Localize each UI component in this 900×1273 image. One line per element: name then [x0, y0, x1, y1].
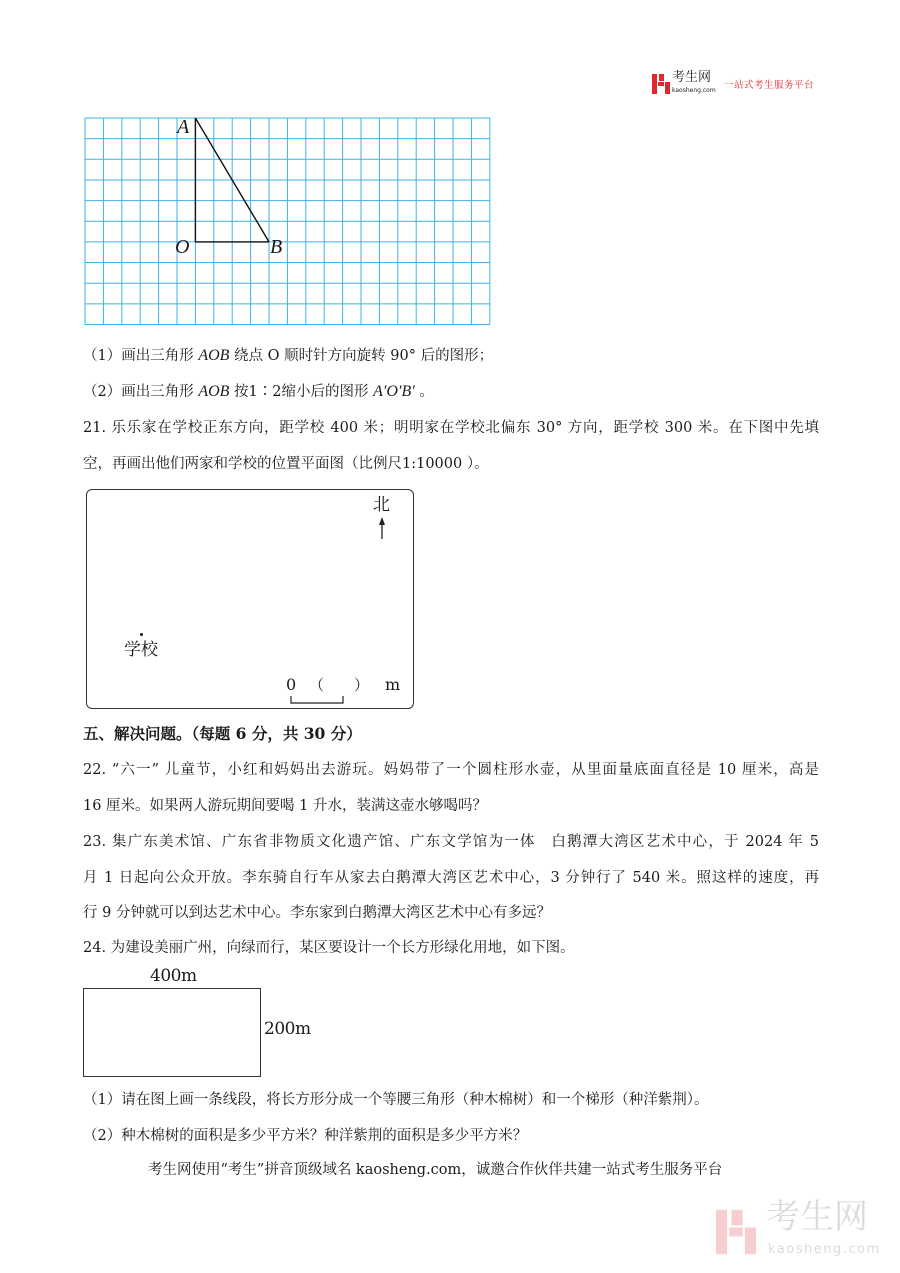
q24-sub2: （2）种木棉树的面积是多少平方米？种洋紫荆的面积是多少平方米？ [83, 1128, 528, 1144]
rect-width-label: 400m [150, 966, 197, 986]
school-label: 学校 [124, 640, 158, 660]
math-text: AOB [198, 347, 230, 364]
q20-sub1 [83, 346, 493, 366]
watermark-cn: 考生网 [766, 1197, 868, 1237]
q23-line2: 月 1 日起向公众开放。李东骑自行车从家去白鹅潭大湾区艺术中心，3 分钟行了 540 米。照这样的速度，再 [83, 870, 819, 886]
logo-domain: kaosheng.com [672, 87, 716, 94]
watermark-logo [716, 1197, 891, 1264]
section5-title: 五、解决问题。（每题 6 分，共 30 分） [83, 724, 362, 743]
q22-line1: 22. “六一” 儿童节，小红和妈妈出去游玩。妈妈带了一个圆柱形水壶，从里面量底面直径是 10 厘米，高是 [83, 762, 819, 778]
scale-zero: 0 [286, 675, 297, 694]
map-box [86, 489, 414, 709]
text: （1）画出三角形 [83, 348, 199, 364]
q22-line2: 16 厘米。如果两人游玩期间要喝 1 升水，装满这壶水够喝吗？ [83, 798, 488, 814]
rect-height-label: 200m [264, 1019, 311, 1039]
text: 绕点 O 顺时针方向旋转 90° 后的图形； [229, 348, 494, 364]
footer-text: 考生网使用“考生”拼音顶级域名 kaosheng.com，诚邀合作伙伴共建一站式考生服务平台 [148, 1162, 723, 1178]
school-point [140, 633, 143, 636]
q21-line2: 空，再画出他们两家和学校的位置平面图（比例尺1:10000 ）。 [83, 456, 489, 472]
grid-figure [0, 0, 900, 340]
north-arrow-icon [375, 517, 389, 541]
q23-line3: 行 9 分钟就可以到达艺术中心。李东家到白鹅潭大湾区艺术中心有多远？ [83, 905, 551, 921]
scale-unit: m [385, 675, 401, 694]
watermark-mark-icon [716, 1208, 756, 1256]
scale-blank: （ ） [309, 676, 370, 694]
math-text: AOB [198, 383, 230, 400]
q21-line1: 21. 乐乐家在学校正东方向，距学校 400 米；明明家在学校北偏东 30° 方向，距学校 300 米。在下图中先填 [83, 420, 819, 436]
text: 按1∶2缩小后的图形 [229, 384, 374, 400]
q23-line1: 23. 集广东美术馆、广东省非物质文化遗产馆、广东文学馆为一体 白鹅潭大湾区艺术中心，于 2024 年 5 [83, 834, 819, 850]
north-label: 北 [373, 495, 390, 515]
q20-sub2 [83, 382, 434, 402]
text: 。 [414, 384, 434, 400]
logo-text: 考生网 [672, 70, 712, 85]
point-label-b: B [270, 236, 283, 258]
text: （2）画出三角形 [83, 384, 199, 400]
point-label-o: O [175, 236, 190, 258]
point-label-a: A [177, 116, 190, 138]
q24-sub1: （1）请在图上画一条线段，将长方形分成一个等腰三角形（种木棉树）和一个梯形（种洋紫荆）。 [83, 1092, 709, 1108]
green-land-rectangle [83, 988, 261, 1077]
math-text: A′O′B′ [373, 383, 415, 400]
scale-bar [290, 695, 346, 705]
logo-slogan: 一站式考生服务平台 [724, 80, 815, 91]
watermark-en: kaosheng.com [768, 1242, 881, 1257]
q24-line1: 24. 为建设美丽广州，向绿而行，某区要设计一个长方形绿化用地，如下图。 [83, 940, 575, 956]
